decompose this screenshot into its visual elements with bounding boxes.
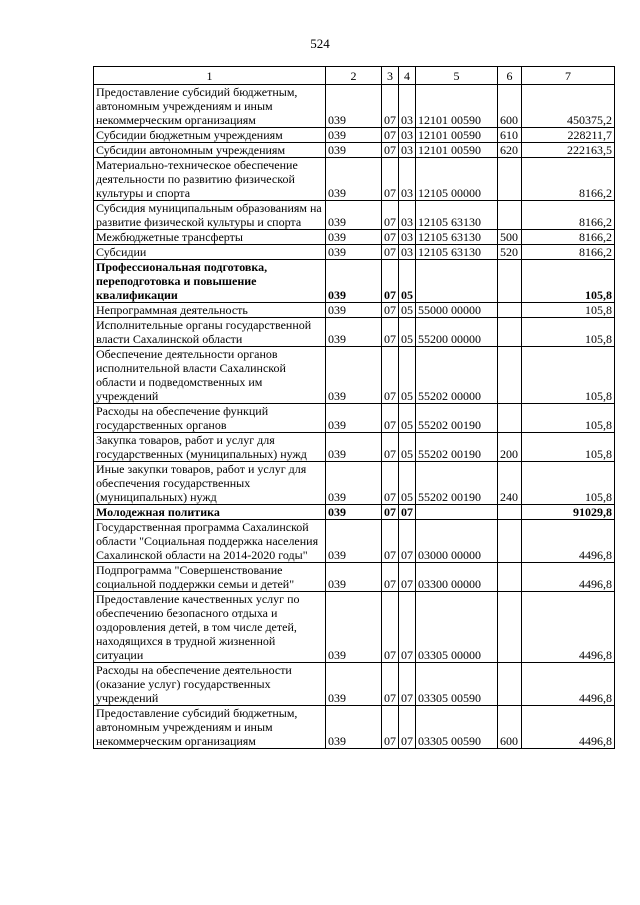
table-row (94, 245, 615, 260)
row-sum: 222163,5 (522, 143, 615, 158)
row-sum: 4496,8 (522, 563, 615, 592)
row-code-3: 07 (382, 592, 399, 663)
row-code-4: 05 (399, 260, 416, 303)
row-code-2: 039 (326, 158, 382, 201)
row-code-4: 07 (399, 505, 416, 520)
row-code-3: 07 (382, 520, 399, 563)
row-name: Обеспечение деятельности органов исполнительной власти Сахалинской области и подведомственных им учреждений (94, 347, 326, 404)
column-header: 6 (498, 67, 522, 85)
row-code-2: 039 (326, 230, 382, 245)
row-name: Предоставление качественных услуг по обеспечению безопасного отдыха и оздоровления детей, в том числе детей, находящихся в трудной жизненной ситуации (94, 592, 326, 663)
table-header-row (94, 67, 615, 85)
row-code-3: 07 (382, 245, 399, 260)
row-code-4: 03 (399, 201, 416, 230)
row-code-2: 039 (326, 347, 382, 404)
row-code-4: 07 (399, 663, 416, 706)
table-row (94, 347, 615, 404)
row-code-6 (498, 592, 522, 663)
row-code-2: 039 (326, 433, 382, 462)
row-code-4: 05 (399, 347, 416, 404)
row-name: Материально-техническое обеспечение деятельности по развитию физической культуры и спорта (94, 158, 326, 201)
row-code-6: 240 (498, 462, 522, 505)
column-header: 4 (399, 67, 416, 85)
row-name: Расходы на обеспечение деятельности (оказание услуг) государственных учреждений (94, 663, 326, 706)
table-row (94, 433, 615, 462)
row-code-4: 05 (399, 303, 416, 318)
table-row (94, 706, 615, 749)
row-code-6 (498, 303, 522, 318)
row-code-2: 039 (326, 128, 382, 143)
row-code-5: 12105 00000 (416, 158, 498, 201)
column-header: 3 (382, 67, 399, 85)
row-name: Исполнительные органы государственной власти Сахалинской области (94, 318, 326, 347)
table-row (94, 404, 615, 433)
row-code-5: 03305 00590 (416, 706, 498, 749)
row-code-6 (498, 563, 522, 592)
row-code-6 (498, 404, 522, 433)
row-code-4: 03 (399, 128, 416, 143)
row-name: Межбюджетные трансферты (94, 230, 326, 245)
row-code-3: 07 (382, 85, 399, 128)
page-number: 524 (310, 36, 330, 51)
row-code-3: 07 (382, 128, 399, 143)
row-name: Молодежная политика (94, 505, 326, 520)
row-sum: 8166,2 (522, 158, 615, 201)
row-code-6 (498, 318, 522, 347)
row-code-5: 55000 00000 (416, 303, 498, 318)
row-code-2: 039 (326, 592, 382, 663)
row-name: Субсидии (94, 245, 326, 260)
table-row (94, 158, 615, 201)
table-row (94, 318, 615, 347)
table-row (94, 143, 615, 158)
row-code-3: 07 (382, 143, 399, 158)
row-sum: 4496,8 (522, 592, 615, 663)
row-code-4: 03 (399, 158, 416, 201)
table-row (94, 303, 615, 318)
row-code-5: 55202 00190 (416, 433, 498, 462)
row-sum: 4496,8 (522, 520, 615, 563)
row-code-2: 039 (326, 520, 382, 563)
row-code-2: 039 (326, 462, 382, 505)
column-header: 2 (326, 67, 382, 85)
row-sum: 8166,2 (522, 201, 615, 230)
row-code-3: 07 (382, 663, 399, 706)
table-row (94, 201, 615, 230)
table-row (94, 505, 615, 520)
row-code-5: 55200 00000 (416, 318, 498, 347)
table-row (94, 260, 615, 303)
table-row (94, 592, 615, 663)
row-sum: 105,8 (522, 318, 615, 347)
row-code-4: 05 (399, 462, 416, 505)
row-code-6 (498, 505, 522, 520)
row-code-2: 039 (326, 85, 382, 128)
row-code-3: 07 (382, 230, 399, 245)
table-row (94, 663, 615, 706)
row-code-5: 12105 63130 (416, 230, 498, 245)
row-code-4: 03 (399, 143, 416, 158)
row-sum: 4496,8 (522, 706, 615, 749)
row-code-4: 05 (399, 433, 416, 462)
row-sum: 450375,2 (522, 85, 615, 128)
row-sum: 105,8 (522, 303, 615, 318)
row-code-5: 03000 00000 (416, 520, 498, 563)
row-code-4: 03 (399, 85, 416, 128)
row-code-5: 12105 63130 (416, 245, 498, 260)
column-header: 5 (416, 67, 498, 85)
row-name: Иные закупки товаров, работ и услуг для обеспечения государственных (муниципальных) нужд (94, 462, 326, 505)
column-header: 1 (94, 67, 326, 85)
row-name: Профессиональная подготовка, переподготовка и повышение квалификации (94, 260, 326, 303)
row-code-2: 039 (326, 201, 382, 230)
row-sum: 91029,8 (522, 505, 615, 520)
row-name: Субсидии автономным учреждениям (94, 143, 326, 158)
row-code-2: 039 (326, 706, 382, 749)
row-code-2: 039 (326, 563, 382, 592)
row-sum: 105,8 (522, 433, 615, 462)
row-code-4: 05 (399, 318, 416, 347)
row-code-5: 55202 00190 (416, 462, 498, 505)
table-row (94, 563, 615, 592)
row-code-2: 039 (326, 505, 382, 520)
row-code-3: 07 (382, 563, 399, 592)
row-sum: 228211,7 (522, 128, 615, 143)
row-name: Субсидия муниципальным образованиям на развитие физической культуры и спорта (94, 201, 326, 230)
row-code-3: 07 (382, 706, 399, 749)
table-row (94, 85, 615, 128)
table-row (94, 230, 615, 245)
row-code-2: 039 (326, 318, 382, 347)
row-code-5 (416, 260, 498, 303)
row-code-3: 07 (382, 433, 399, 462)
row-code-4: 05 (399, 404, 416, 433)
row-code-2: 039 (326, 143, 382, 158)
row-code-6: 600 (498, 85, 522, 128)
table-row (94, 128, 615, 143)
row-code-5: 12101 00590 (416, 128, 498, 143)
row-name: Непрограммная деятельность (94, 303, 326, 318)
row-code-5: 55202 00000 (416, 347, 498, 404)
row-code-3: 07 (382, 462, 399, 505)
row-code-4: 03 (399, 245, 416, 260)
row-name: Государственная программа Сахалинской области "Социальная поддержка населения Сахалинской области на 2014-2020 годы" (94, 520, 326, 563)
row-code-4: 07 (399, 520, 416, 563)
row-code-5 (416, 505, 498, 520)
row-code-6: 610 (498, 128, 522, 143)
row-code-2: 039 (326, 663, 382, 706)
row-code-5: 12105 63130 (416, 201, 498, 230)
row-code-6 (498, 260, 522, 303)
row-code-6: 520 (498, 245, 522, 260)
row-name: Предоставление субсидий бюджетным, автономным учреждениям и иным некоммерческим организациям (94, 706, 326, 749)
budget-table (93, 66, 615, 749)
row-code-3: 07 (382, 347, 399, 404)
row-name: Предоставление субсидий бюджетным, автономным учреждениям и иным некоммерческим организациям (94, 85, 326, 128)
row-sum: 105,8 (522, 260, 615, 303)
row-name: Подпрограмма "Совершенствование социальной поддержки семьи и детей" (94, 563, 326, 592)
row-code-6 (498, 158, 522, 201)
row-code-3: 07 (382, 404, 399, 433)
row-sum: 8166,2 (522, 230, 615, 245)
row-code-6: 500 (498, 230, 522, 245)
row-name: Расходы на обеспечение функций государственных органов (94, 404, 326, 433)
row-code-6 (498, 520, 522, 563)
row-code-6 (498, 201, 522, 230)
table-row (94, 520, 615, 563)
table-row (94, 462, 615, 505)
row-code-5: 03305 00590 (416, 663, 498, 706)
row-code-2: 039 (326, 303, 382, 318)
row-code-3: 07 (382, 303, 399, 318)
row-code-6 (498, 347, 522, 404)
row-code-3: 07 (382, 201, 399, 230)
row-code-3: 07 (382, 505, 399, 520)
row-code-2: 039 (326, 404, 382, 433)
row-code-4: 07 (399, 563, 416, 592)
row-code-6: 620 (498, 143, 522, 158)
row-code-5: 12101 00590 (416, 85, 498, 128)
row-code-5: 12101 00590 (416, 143, 498, 158)
row-code-3: 07 (382, 158, 399, 201)
row-code-6: 600 (498, 706, 522, 749)
row-code-4: 07 (399, 592, 416, 663)
row-code-6: 200 (498, 433, 522, 462)
column-header: 7 (522, 67, 615, 85)
row-code-5: 55202 00190 (416, 404, 498, 433)
row-sum: 105,8 (522, 347, 615, 404)
row-name: Субсидии бюджетным учреждениям (94, 128, 326, 143)
row-code-4: 07 (399, 706, 416, 749)
row-sum: 8166,2 (522, 245, 615, 260)
row-code-4: 03 (399, 230, 416, 245)
row-sum: 105,8 (522, 404, 615, 433)
row-name: Закупка товаров, работ и услуг для государственных (муниципальных) нужд (94, 433, 326, 462)
row-code-2: 039 (326, 245, 382, 260)
row-code-3: 07 (382, 260, 399, 303)
row-code-2: 039 (326, 260, 382, 303)
row-code-5: 03305 00000 (416, 592, 498, 663)
row-sum: 4496,8 (522, 663, 615, 706)
row-sum: 105,8 (522, 462, 615, 505)
row-code-3: 07 (382, 318, 399, 347)
row-code-6 (498, 663, 522, 706)
row-code-5: 03300 00000 (416, 563, 498, 592)
